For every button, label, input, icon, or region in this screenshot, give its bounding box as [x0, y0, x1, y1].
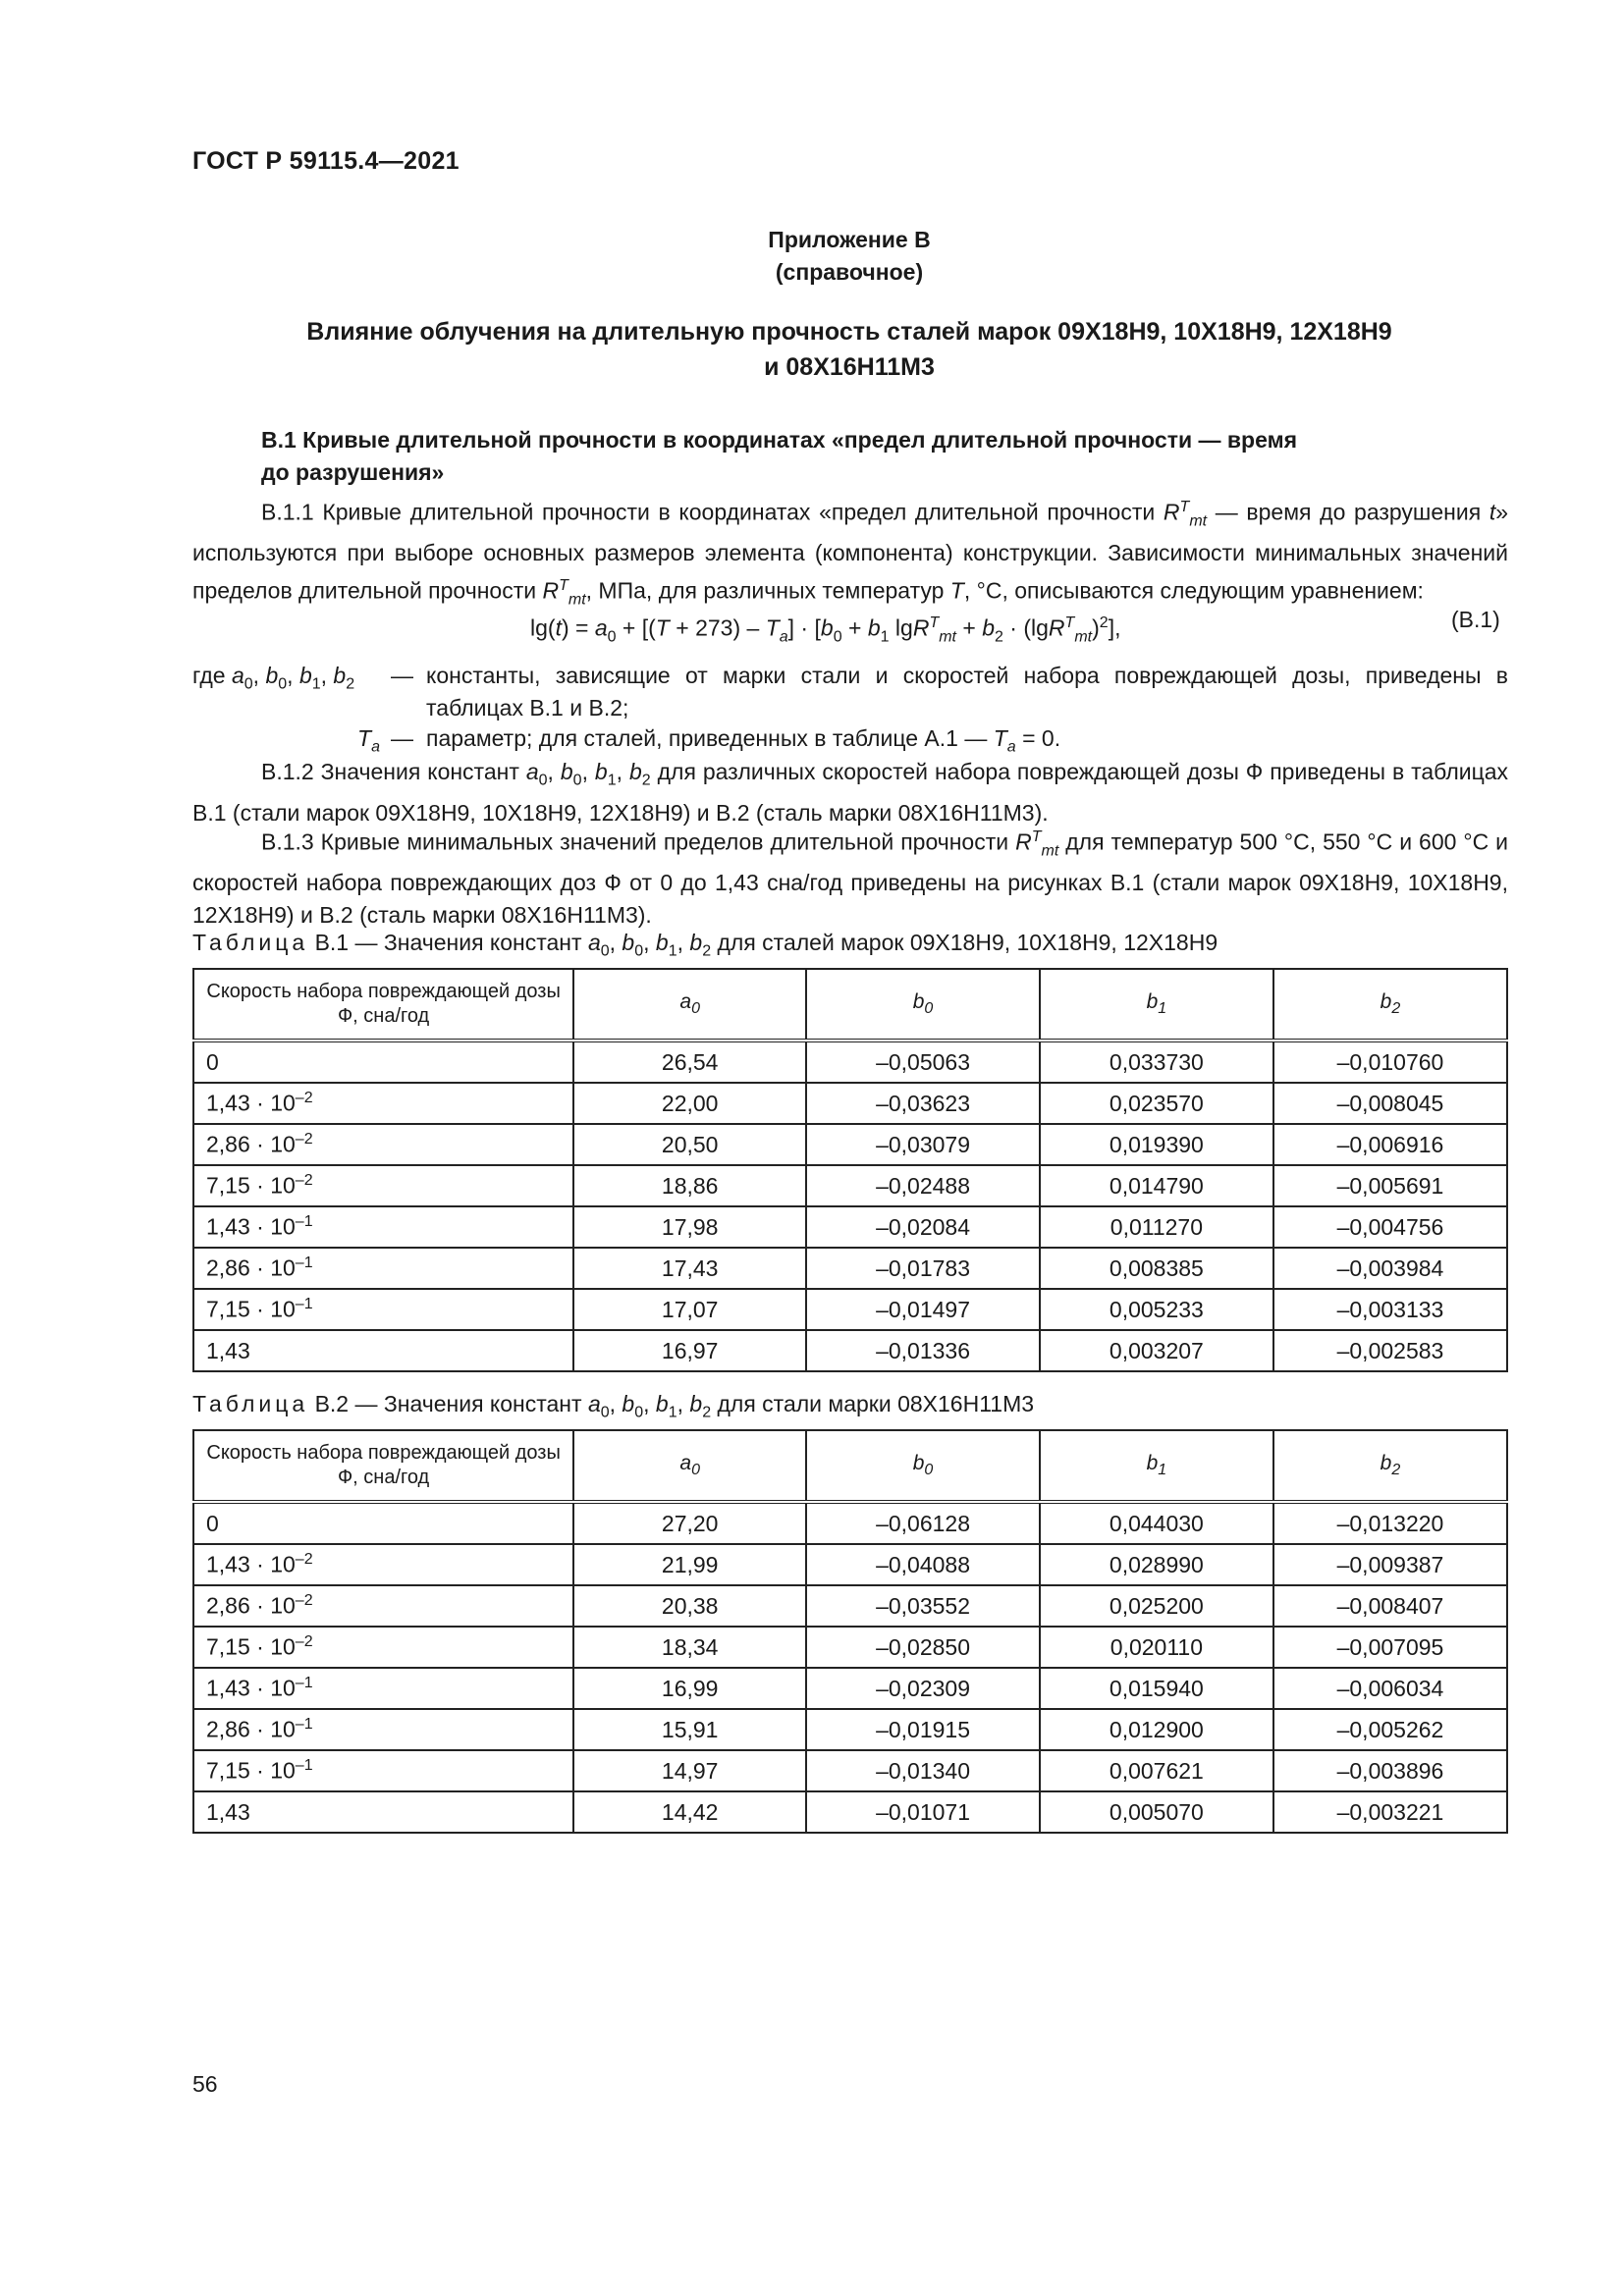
header-a0: $a_0$ [573, 969, 806, 1041]
paragraph-b12: В.1.2 Значения констант $a_0$, $b_0$, $b_1$, $b_2$ для различных скоростей набора повреждающей дозы Ф приведены в таблицах В.1 (стали марок 09Х18Н9, 10Х18Н9, 12Х18Н9) и В.2 (сталь марки 08Х16Н11М3). [192, 759, 1509, 826]
table-row [193, 1709, 1507, 1750]
cell-b1: 0,014790 [1040, 1165, 1273, 1206]
cell-a0: 17,43 [573, 1248, 806, 1289]
cell-dose-rate: 0 [193, 1041, 573, 1083]
cell-b0: –0,01336 [806, 1330, 1040, 1371]
cell-b1: 0,020110 [1040, 1627, 1273, 1668]
cell-b0: –0,03623 [806, 1083, 1040, 1124]
main-title-line1: Влияние облучения на длительную прочность сталей марок 09Х18Н9, 10Х18Н9, 12Х18Н9 [306, 318, 1392, 346]
header-dose-rate: Скорость набора повреждающей дозы Ф, сна/год [193, 1430, 573, 1502]
table-row [193, 1248, 1507, 1289]
table-b2-caption: Таблица В.2 — Значения констант $a_0$, $b_0$, $b_1$, $b_2$ для стали марки 08Х16Н11М3 [192, 1391, 1035, 1421]
cell-b1: 0,044030 [1040, 1502, 1273, 1544]
cell-dose-rate: $2,86 \cdot 10^{-2}$ [193, 1124, 573, 1165]
cell-b2: –0,003221 [1273, 1791, 1507, 1833]
table-header-row [193, 969, 1507, 1041]
cell-b0: –0,02488 [806, 1165, 1040, 1206]
table-row [193, 1627, 1507, 1668]
cell-b1: 0,023570 [1040, 1083, 1273, 1124]
cell-b1: 0,012900 [1040, 1709, 1273, 1750]
table-row [193, 1124, 1507, 1165]
table-row [193, 1502, 1507, 1544]
cell-dose-rate: $2,86 \cdot 10^{-1}$ [193, 1709, 573, 1750]
table-header-row [193, 1430, 1507, 1502]
where-constants-text: константы, зависящие от марки стали и скоростей набора повреждающей дозы, приведены в таблицах В.1 и В.2; [426, 663, 1508, 721]
cell-b1: 0,005233 [1040, 1289, 1273, 1330]
cell-b2: –0,005691 [1273, 1165, 1507, 1206]
where-ta-symbol: $T_a$ [357, 725, 380, 756]
section-title-line2: до разрушения» [261, 459, 445, 485]
formula-b1: $\lg(t) = a_0 + [(T + 273) - T_a] \cdot [b_0 + b_1$ $\lg R^T_{mt} + b_2 \cdot (\lg R^T_{mt})^2$], [530, 614, 1121, 646]
cell-a0: 16,99 [573, 1668, 806, 1709]
cell-dose-rate: $1,43 \cdot 10^{-2}$ [193, 1544, 573, 1585]
cell-a0: 18,86 [573, 1165, 806, 1206]
cell-dose-rate: $1,43 \cdot 10^{-1}$ [193, 1668, 573, 1709]
section-title [261, 424, 1508, 489]
cell-b2: –0,006034 [1273, 1668, 1507, 1709]
cell-b1: 0,003207 [1040, 1330, 1273, 1371]
cell-b2: –0,005262 [1273, 1709, 1507, 1750]
cell-b0: –0,03552 [806, 1585, 1040, 1627]
table-row [193, 1165, 1507, 1206]
cell-b0: –0,03079 [806, 1124, 1040, 1165]
table-row [193, 1585, 1507, 1627]
cell-dose-rate: $2,86 \cdot 10^{-1}$ [193, 1248, 573, 1289]
table-b1 [192, 968, 1508, 1372]
cell-dose-rate: $1,43 \cdot 10^{-1}$ [193, 1206, 573, 1248]
cell-b0: –0,05063 [806, 1041, 1040, 1083]
cell-b0: –0,01915 [806, 1709, 1040, 1750]
cell-dose-rate: $7,15 \cdot 10^{-1}$ [193, 1750, 573, 1791]
cell-b2: –0,003896 [1273, 1750, 1507, 1791]
paragraph-b11: В.1.1 Кривые длительной прочности в координатах «предел длительной прочности $R^T_{mt}$ — время до разрушения t» используются при выборе основных размеров элемента (компонента) конструкции. Зависимости минимальных значений пределов длительной прочности $R^T_{mt}$, МПа, для различных температур T, °С, описываются следующим уравнением: [192, 499, 1509, 609]
cell-b2: –0,008045 [1273, 1083, 1507, 1124]
cell-b2: –0,009387 [1273, 1544, 1507, 1585]
cell-b2: –0,004756 [1273, 1206, 1507, 1248]
where-dash: — [391, 725, 413, 751]
cell-a0: 14,42 [573, 1791, 806, 1833]
where-dash: — [391, 663, 413, 688]
table-b1-caption: Таблица В.1 — Значения констант $a_0$, $b_0$, $b_1$, $b_2$ для сталей марок 09Х18Н9, 10Х18Н9, 12Х18Н9 [192, 930, 1218, 960]
cell-b2: –0,002583 [1273, 1330, 1507, 1371]
cell-a0: 27,20 [573, 1502, 806, 1544]
table-row [193, 1544, 1507, 1585]
cell-b1: 0,033730 [1040, 1041, 1273, 1083]
table-row [193, 1041, 1507, 1083]
cell-b2: –0,003133 [1273, 1289, 1507, 1330]
cell-dose-rate: $2,86 \cdot 10^{-2}$ [193, 1585, 573, 1627]
document-code: ГОСТ Р 59115.4—2021 [192, 147, 460, 175]
table-row [193, 1330, 1507, 1371]
cell-b0: –0,01497 [806, 1289, 1040, 1330]
cell-a0: 21,99 [573, 1544, 806, 1585]
header-b0: $b_0$ [806, 969, 1040, 1041]
cell-a0: 22,00 [573, 1083, 806, 1124]
header-b1: $b_1$ [1040, 969, 1273, 1041]
table-row [193, 1791, 1507, 1833]
cell-b1: 0,008385 [1040, 1248, 1273, 1289]
cell-a0: 26,54 [573, 1041, 806, 1083]
table-row [193, 1750, 1507, 1791]
cell-b2: –0,013220 [1273, 1502, 1507, 1544]
where-ta-text: параметр; для сталей, приведенных в таблице А.1 — $T_a = 0$. [426, 725, 1061, 756]
cell-b1: 0,025200 [1040, 1585, 1273, 1627]
annex-main-title [0, 314, 1624, 385]
cell-b1: 0,011270 [1040, 1206, 1273, 1248]
cell-a0: 18,34 [573, 1627, 806, 1668]
annex-title: Приложение В [768, 227, 931, 252]
cell-b0: –0,02309 [806, 1668, 1040, 1709]
cell-b2: –0,007095 [1273, 1627, 1507, 1668]
cell-b2: –0,008407 [1273, 1585, 1507, 1627]
cell-a0: 20,38 [573, 1585, 806, 1627]
cell-a0: 14,97 [573, 1750, 806, 1791]
page-number: 56 [192, 2071, 218, 2097]
cell-a0: 17,07 [573, 1289, 806, 1330]
annex-status: (справочное) [775, 259, 924, 285]
table-row [193, 1289, 1507, 1330]
where-label: где $a_0$, $b_0$, $b_1$, $b_2$ [192, 663, 355, 693]
cell-a0: 20,50 [573, 1124, 806, 1165]
annex-heading [0, 224, 1624, 289]
header-dose-rate: Скорость набора повреждающей дозы Ф, сна/год [193, 969, 573, 1041]
cell-b0: –0,02850 [806, 1627, 1040, 1668]
cell-a0: 15,91 [573, 1709, 806, 1750]
table-b2 [192, 1429, 1508, 1834]
cell-dose-rate: 1,43 [193, 1791, 573, 1833]
cell-dose-rate: 0 [193, 1502, 573, 1544]
cell-dose-rate: $7,15 \cdot 10^{-2}$ [193, 1165, 573, 1206]
table-row [193, 1083, 1507, 1124]
header-b1: $b_1$ [1040, 1430, 1273, 1502]
cell-b0: –0,02084 [806, 1206, 1040, 1248]
main-title-line2: и 08Х16Н11М3 [764, 353, 935, 381]
formula-number: (В.1) [1451, 607, 1500, 632]
cell-b0: –0,06128 [806, 1502, 1040, 1544]
table-row [193, 1668, 1507, 1709]
cell-b2: –0,003984 [1273, 1248, 1507, 1289]
cell-b2: –0,010760 [1273, 1041, 1507, 1083]
cell-b1: 0,028990 [1040, 1544, 1273, 1585]
cell-b1: 0,007621 [1040, 1750, 1273, 1791]
cell-a0: 16,97 [573, 1330, 806, 1371]
cell-b1: 0,015940 [1040, 1668, 1273, 1709]
header-b2: $b_2$ [1273, 969, 1507, 1041]
cell-b0: –0,04088 [806, 1544, 1040, 1585]
cell-dose-rate: $1,43 \cdot 10^{-2}$ [193, 1083, 573, 1124]
cell-b0: –0,01071 [806, 1791, 1040, 1833]
paragraph-b13: В.1.3 Кривые минимальных значений пределов длительной прочности $R^T_{mt}$ для температур 500 °С, 550 °С и 600 °С и скоростей набора повреждающих доз Ф от 0 до 1,43 сна/год приведены на рисунках В.1 (стали марок 09Х18Н9, 10Х18Н9, 12Х18Н9) и В.2 (сталь марки 08Х16Н11М3). [192, 828, 1509, 929]
header-b0: $b_0$ [806, 1430, 1040, 1502]
cell-b1: 0,005070 [1040, 1791, 1273, 1833]
section-title-line1: В.1 Кривые длительной прочности в координатах «предел длительной прочности — время [261, 427, 1298, 453]
cell-b2: –0,006916 [1273, 1124, 1507, 1165]
cell-b0: –0,01340 [806, 1750, 1040, 1791]
cell-dose-rate: 1,43 [193, 1330, 573, 1371]
cell-dose-rate: $7,15 \cdot 10^{-1}$ [193, 1289, 573, 1330]
cell-b1: 0,019390 [1040, 1124, 1273, 1165]
header-a0: $a_0$ [573, 1430, 806, 1502]
cell-a0: 17,98 [573, 1206, 806, 1248]
cell-b0: –0,01783 [806, 1248, 1040, 1289]
table-row [193, 1206, 1507, 1248]
header-b2: $b_2$ [1273, 1430, 1507, 1502]
cell-dose-rate: $7,15 \cdot 10^{-2}$ [193, 1627, 573, 1668]
